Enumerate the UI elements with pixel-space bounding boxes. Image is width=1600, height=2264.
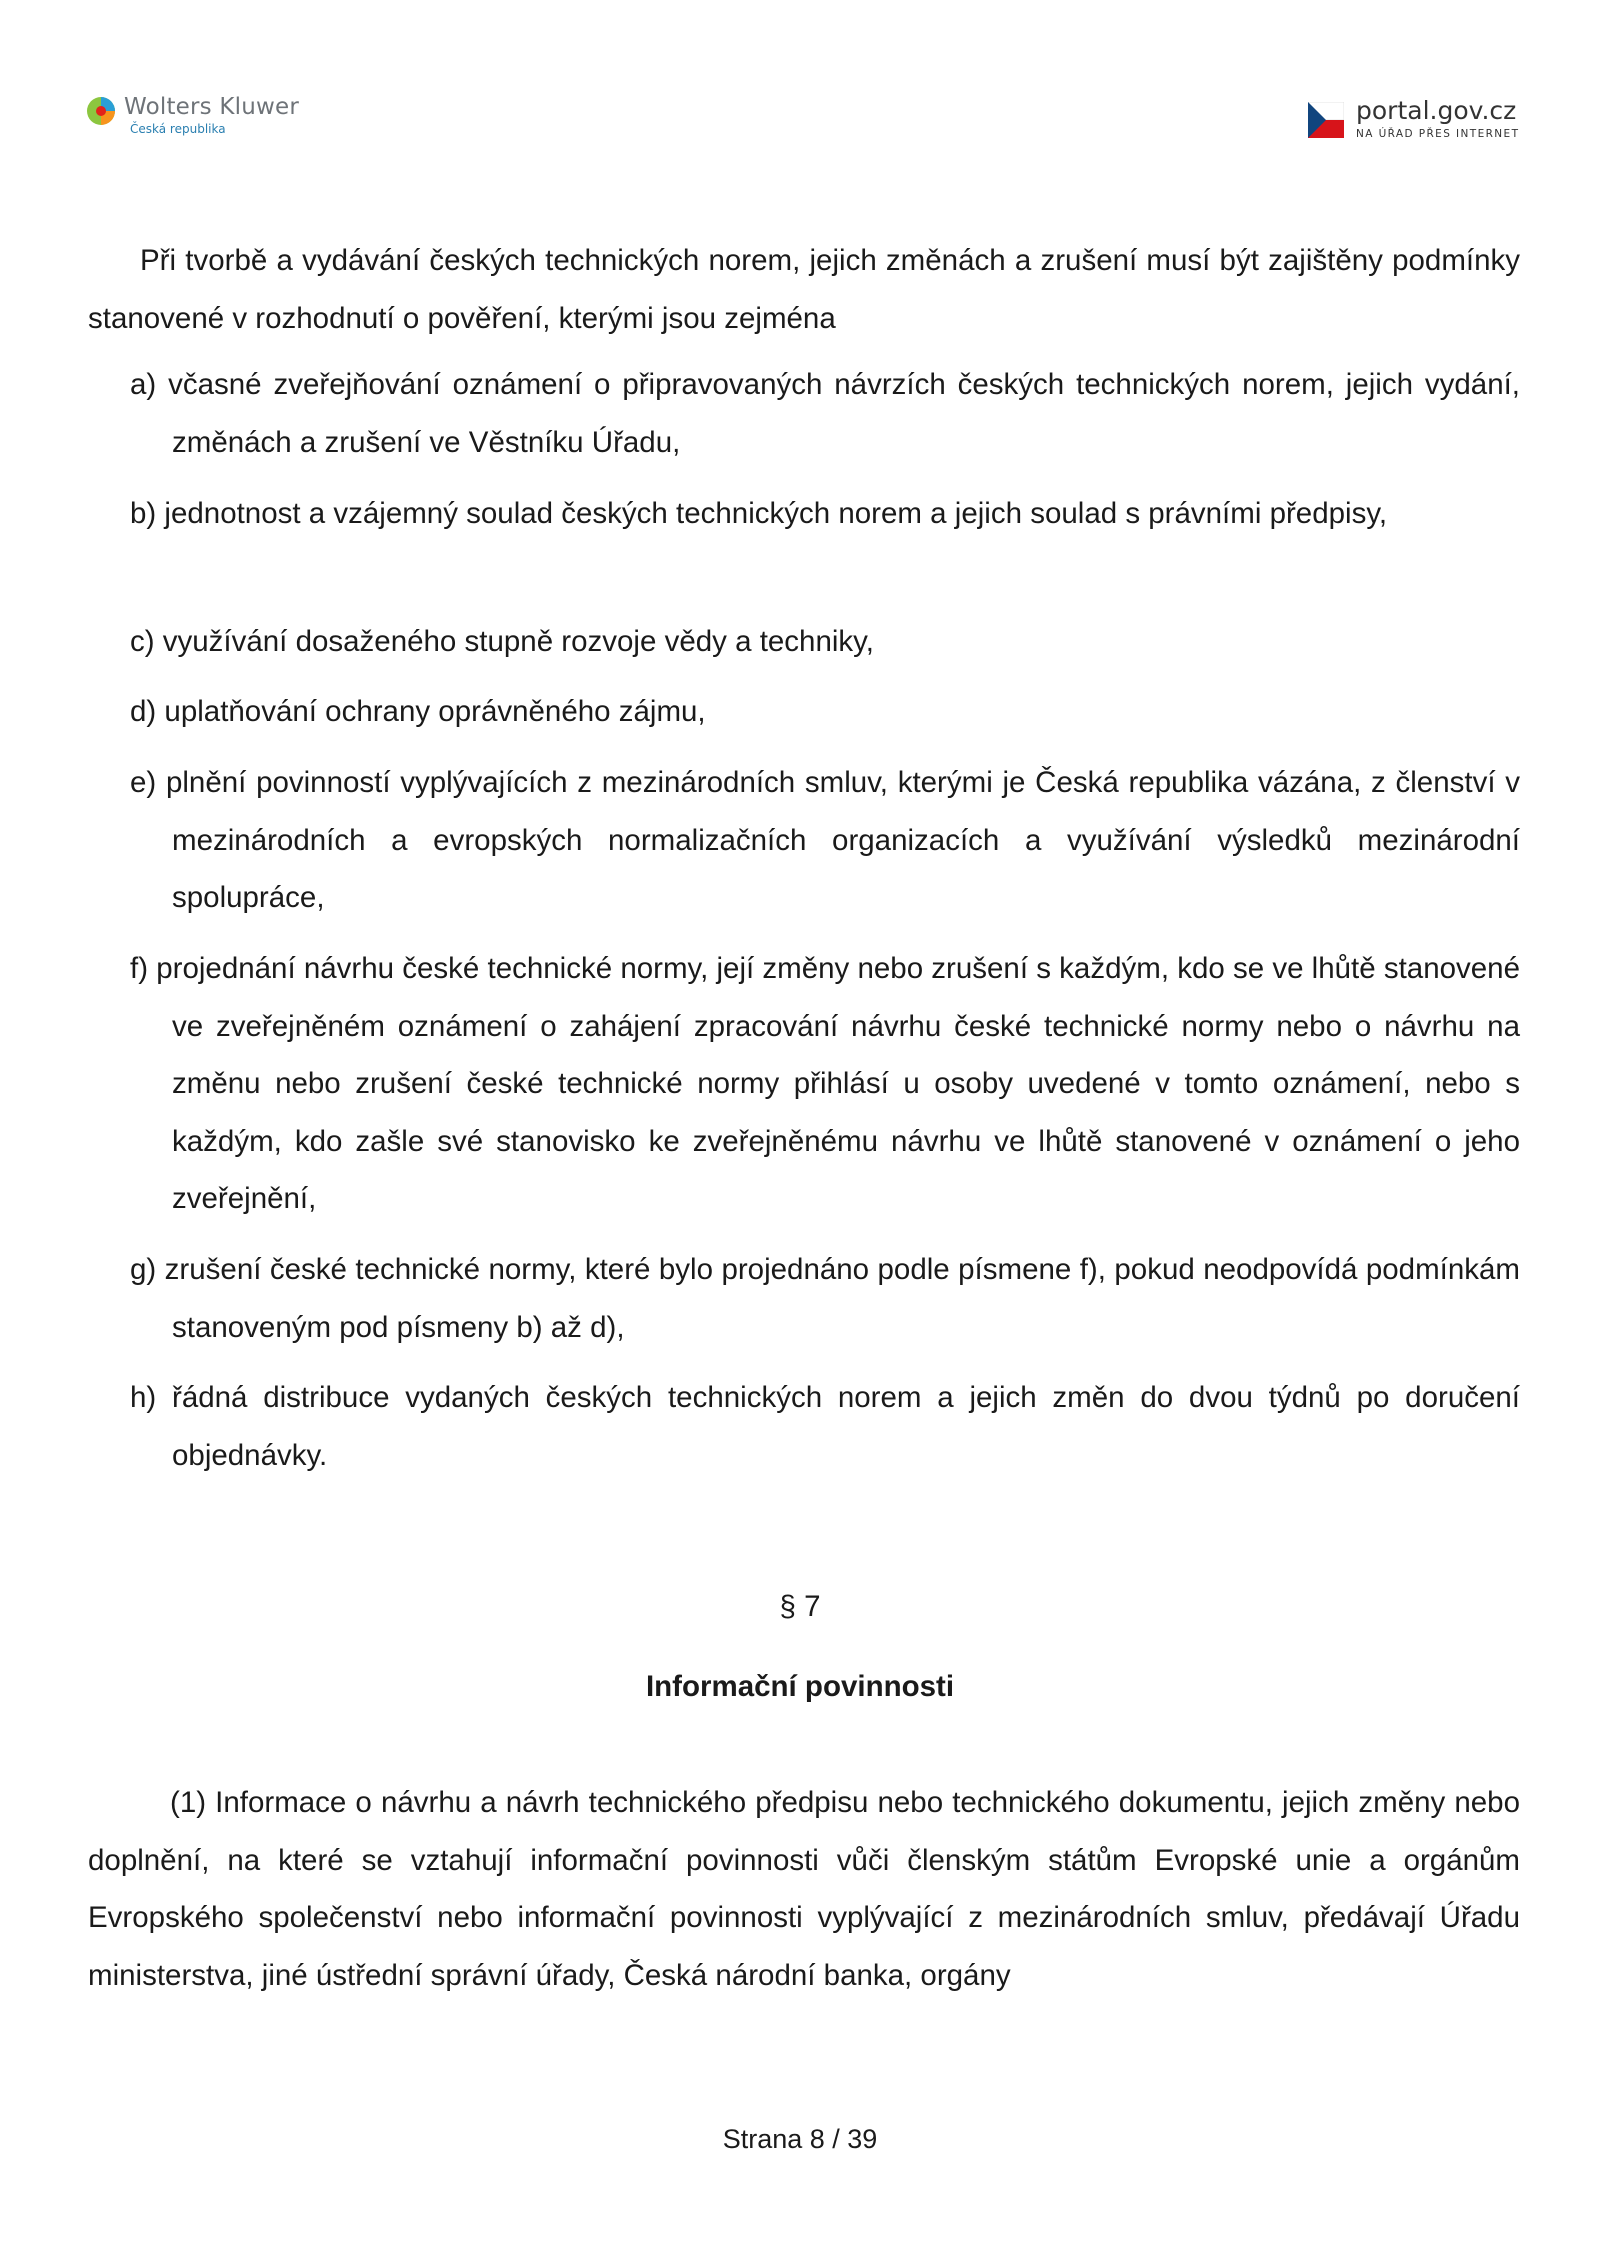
list-item: a) včasné zveřejňování oznámení o připravovaných návrzích českých technických norem, jejich vydání, změnách a zrušení ve Věstníku Úřadu,: [130, 368, 1520, 459]
section-paragraph: (1) Informace o návrhu a návrh technického předpisu nebo technického dokumentu, jejich změny nebo doplnění, na které se vztahují informační povinnosti vůči členským státům Evropské unie a orgánům Evropského společenství nebo informační povinnosti vyplývající z mezinárodních smluv, předávají Úřadu ministerstva, jiné ústřední správní úřady, Česká národní banka, orgány: [88, 1786, 1520, 1992]
list-item: c) využívání dosaženého stupně rozvoje vědy a techniky,: [130, 625, 874, 658]
list-item: h) řádná distribuce vydaných českých technických norem a jejich změn do dvou týdnů po doručení objednávky.: [130, 1381, 1520, 1472]
list-item: e) plnění povinností vyplývajících z mezinárodních smluv, kterými je Česká republika vázána, z členství v mezinárodních a evropských normalizačních organizacích a využívání výsledků mezinárodní spolupráce,: [130, 766, 1520, 914]
portal-tagline: NA ÚŘAD PŘES INTERNET: [1356, 128, 1520, 140]
page-number: Strana 8 / 39: [722, 2124, 878, 2154]
publisher-subtitle: Česká republika: [130, 122, 226, 136]
intro-paragraph: Při tvorbě a vydávání českých technických norem, jejich změnách a zrušení musí být zajištěny podmínky stanovené v rozhodnutí o pověření, kterými jsou zejména: [88, 244, 1520, 335]
list-item: f) projednání návrhu české technické normy, její změny nebo zrušení s každým, kdo se ve lhůtě stanovené ve zveřejněném oznámení o zahájení zpracování návrhu české technické normy nebo o návrhu na změnu nebo zrušení české technické normy přihlásí u osoby uvedené v tomto oznámení, nebo s každým, kdo zašle své stanovisko ke zveřejněnému návrhu ve lhůtě stanovené v oznámení o jeho zveřejnění,: [130, 952, 1520, 1215]
czech-flag-icon: [1308, 102, 1344, 138]
wolters-kluwer-emblem-icon: [86, 96, 116, 126]
list-item: b) jednotnost a vzájemný soulad českých technických norem a jejich soulad s právními předpisy,: [130, 497, 1388, 530]
portal-gov-logo: [1308, 96, 1528, 146]
list-item: g) zrušení české technické normy, které bylo projednáno podle písmene f), pokud neodpovídá podmínkám stanoveným pod písmeny b) až d),: [130, 1253, 1520, 1344]
publisher-name: Wolters Kluwer: [124, 94, 300, 120]
list-item: d) uplatňování ochrany oprávněného zájmu,: [130, 695, 706, 728]
portal-name: portal.gov.cz: [1356, 96, 1517, 125]
section-title: Informační povinnosti: [645, 1670, 955, 1703]
section-number: § 7: [779, 1590, 821, 1623]
wolters-kluwer-logo: [86, 92, 346, 142]
